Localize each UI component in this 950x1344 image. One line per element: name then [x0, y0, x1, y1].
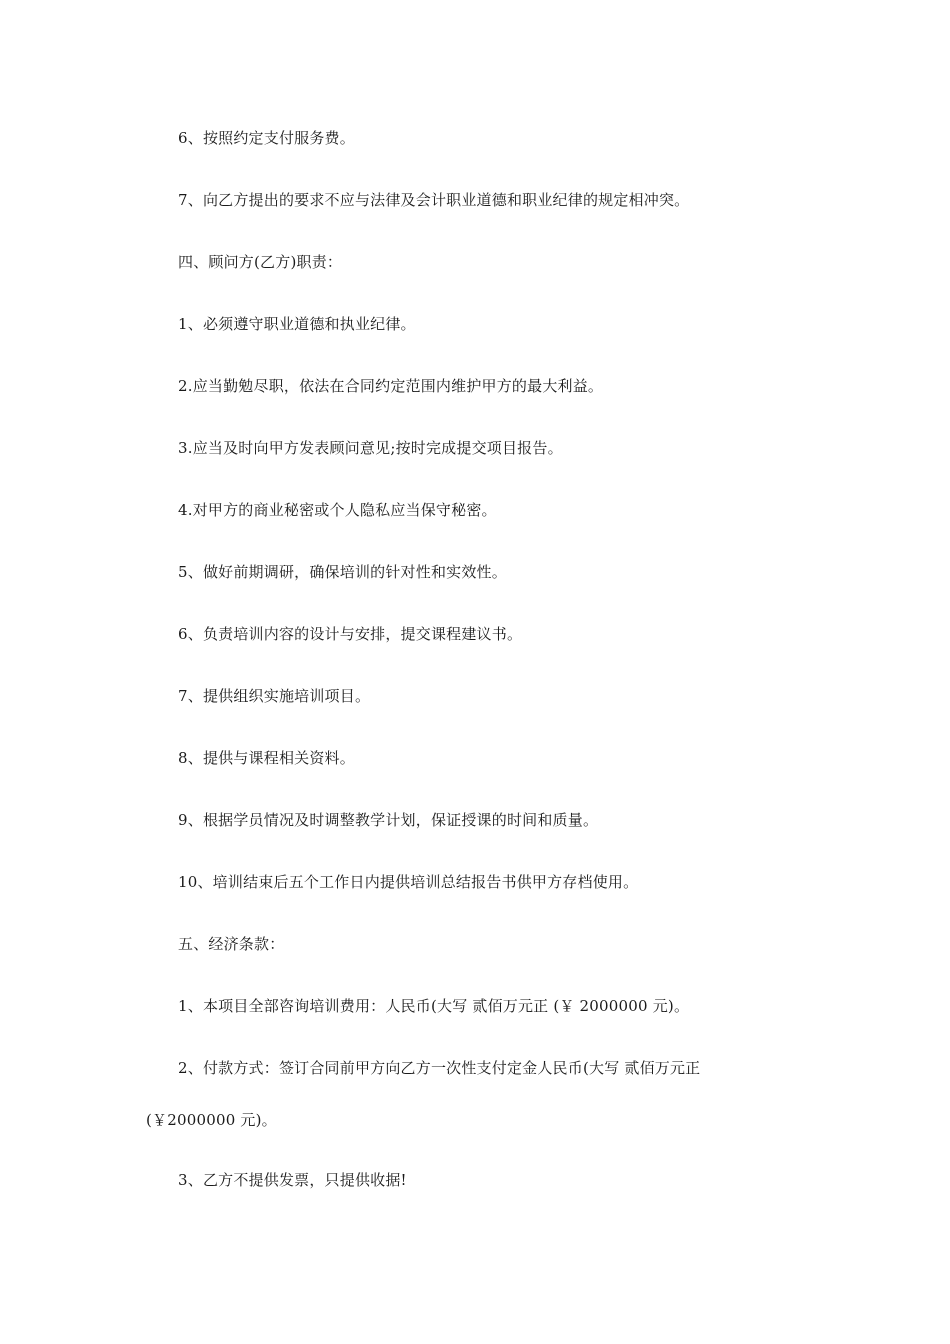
paragraph-consultant-duty-9: 9、根据学员情况及时调整教学计划，保证授课的时间和质量。 — [178, 811, 599, 829]
paragraph-economic-term-2-continued: (￥2000000 元)。 — [146, 1111, 277, 1129]
paragraph-consultant-duty-4: 4.对甲方的商业秘密或个人隐私应当保守秘密。 — [178, 501, 497, 519]
paragraph-consultant-duty-2: 2.应当勤勉尽职，依法在合同约定范围内维护甲方的最大利益。 — [178, 377, 604, 395]
paragraph-consultant-duty-8: 8、提供与课程相关资料。 — [178, 749, 355, 767]
paragraph-client-duty-6: 6、按照约定支付服务费。 — [178, 129, 355, 147]
section-heading-consultant-duties: 四、顾问方(乙方)职责： — [178, 253, 343, 271]
paragraph-consultant-duty-5: 5、做好前期调研，确保培训的针对性和实效性。 — [178, 563, 507, 581]
paragraph-economic-term-2: 2、付款方式：签订合同前甲方向乙方一次性支付定金人民币(大写 贰佰万元正 — [178, 1059, 701, 1077]
paragraph-economic-term-1: 1、本项目全部咨询培训费用：人民币(大写 贰佰万元正 (￥ 2000000 元)。 — [178, 997, 690, 1015]
paragraph-consultant-duty-10: 10、培训结束后五个工作日内提供培训总结报告书供甲方存档使用。 — [178, 873, 639, 891]
paragraph-consultant-duty-7: 7、提供组织实施培训项目。 — [178, 687, 371, 705]
paragraph-client-duty-7: 7、向乙方提出的要求不应与法律及会计职业道德和职业纪律的规定相冲突。 — [178, 191, 690, 209]
paragraph-economic-term-3: 3、乙方不提供发票，只提供收据! — [178, 1171, 407, 1189]
paragraph-consultant-duty-3: 3.应当及时向甲方发表顾问意见;按时完成提交项目报告。 — [178, 439, 563, 457]
paragraph-consultant-duty-6: 6、负责培训内容的设计与安排，提交课程建议书。 — [178, 625, 523, 643]
paragraph-consultant-duty-1: 1、必须遵守职业道德和执业纪律。 — [178, 315, 416, 333]
section-heading-economic-terms: 五、经济条款： — [178, 935, 285, 953]
